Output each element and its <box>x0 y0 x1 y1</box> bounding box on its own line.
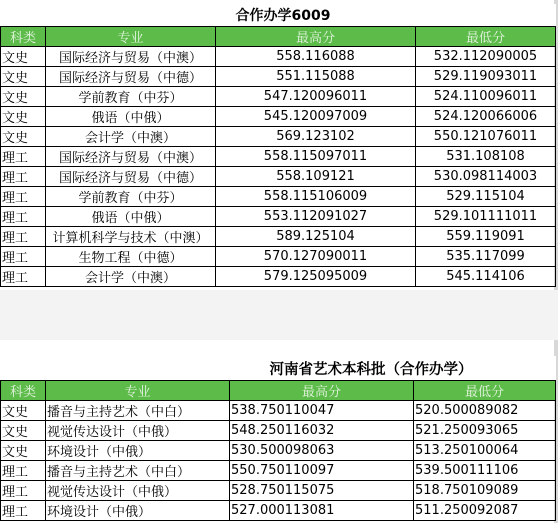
cell-max-score: 527.000113081 <box>230 501 414 521</box>
table-row <box>1 127 556 147</box>
cell-min-score: 550.121076011 <box>416 127 556 147</box>
table-row <box>1 47 556 67</box>
cell-max-score: 579.125095009 <box>216 267 416 287</box>
header-max-score: 最高分 <box>230 381 414 401</box>
cell-category: 文史 <box>1 421 46 441</box>
admission-table-2 <box>0 356 556 521</box>
cell-major: 俄语（中俄） <box>46 207 216 227</box>
cell-category: 文史 <box>1 47 46 67</box>
cell-category: 理工 <box>1 247 46 267</box>
table-row <box>1 227 556 247</box>
table-title: 合作办学6009 <box>216 4 556 27</box>
cell-category: 理工 <box>1 227 46 247</box>
cell-major: 播音与主持艺术（中白） <box>46 461 230 481</box>
cell-min-score: 524.120066006 <box>416 107 556 127</box>
table-header-row <box>1 27 556 47</box>
cell-max-score: 589.125104 <box>216 227 416 247</box>
cell-category: 文史 <box>1 401 46 421</box>
cell-max-score: 530.500098063 <box>230 441 414 461</box>
table-row <box>1 87 556 107</box>
cell-min-score: 535.117099 <box>416 247 556 267</box>
cell-min-score: 513.250100064 <box>414 441 556 461</box>
table-row <box>1 247 556 267</box>
cell-min-score: 518.750109089 <box>414 481 556 501</box>
cell-max-score: 550.750110097 <box>230 461 414 481</box>
cell-category: 文史 <box>1 107 46 127</box>
cell-major: 国际经济与贸易（中澳） <box>46 47 216 67</box>
table-row <box>1 401 556 421</box>
cell-major: 计算机科学与技术（中澳） <box>46 227 216 247</box>
cell-category: 理工 <box>1 501 46 521</box>
table-header-row <box>1 381 556 401</box>
cell-min-score: 530.098114003 <box>416 167 556 187</box>
cell-major: 俄语（中俄） <box>46 107 216 127</box>
cell-max-score: 570.127090011 <box>216 247 416 267</box>
cell-category: 理工 <box>1 481 46 501</box>
table-row <box>1 207 556 227</box>
cell-category: 理工 <box>1 461 46 481</box>
table-row <box>1 67 556 87</box>
cell-max-score: 528.750115075 <box>230 481 414 501</box>
cell-major: 环境设计（中俄） <box>46 441 230 461</box>
cell-min-score: 529.119093011 <box>416 67 556 87</box>
cell-major: 学前教育（中芬） <box>46 187 216 207</box>
cell-max-score: 548.250116032 <box>230 421 414 441</box>
cell-major: 国际经济与贸易（中德） <box>46 167 216 187</box>
cell-max-score: 558.115106009 <box>216 187 416 207</box>
cell-category: 文史 <box>1 87 46 107</box>
header-major: 专业 <box>46 27 216 47</box>
separator-band <box>0 290 558 340</box>
cell-category: 文史 <box>1 127 46 147</box>
cell-max-score: 558.116088 <box>216 47 416 67</box>
cell-major: 国际经济与贸易（中澳） <box>46 147 216 167</box>
table-title-row <box>1 4 556 27</box>
table-title-row <box>1 356 556 381</box>
cell-min-score: 521.250093065 <box>414 421 556 441</box>
cell-category: 文史 <box>1 67 46 87</box>
cell-min-score: 529.101111011 <box>416 207 556 227</box>
cell-min-score: 531.108108 <box>416 147 556 167</box>
header-max-score: 最高分 <box>216 27 416 47</box>
cell-max-score: 547.120096011 <box>216 87 416 107</box>
cell-max-score: 553.112091027 <box>216 207 416 227</box>
header-min-score: 最低分 <box>416 27 556 47</box>
cell-max-score: 545.120097009 <box>216 107 416 127</box>
cell-major: 视觉传达设计（中俄） <box>46 481 230 501</box>
cell-major: 环境设计（中俄） <box>46 501 230 521</box>
cell-major: 学前教育（中芬） <box>46 87 216 107</box>
table-row <box>1 187 556 207</box>
table-row <box>1 501 556 521</box>
table-row <box>1 461 556 481</box>
cell-major: 播音与主持艺术（中白） <box>46 401 230 421</box>
cell-min-score: 532.112090005 <box>416 47 556 67</box>
cell-min-score: 520.500089082 <box>414 401 556 421</box>
cell-category: 理工 <box>1 167 46 187</box>
table-row <box>1 167 556 187</box>
cell-category: 文史 <box>1 441 46 461</box>
cell-min-score: 529.115104 <box>416 187 556 207</box>
cell-major: 国际经济与贸易（中德） <box>46 67 216 87</box>
header-major: 专业 <box>46 381 230 401</box>
score-table <box>0 4 556 287</box>
table-row <box>1 441 556 461</box>
cell-category: 理工 <box>1 267 46 287</box>
table-row <box>1 147 556 167</box>
cell-min-score: 545.114106 <box>416 267 556 287</box>
cell-max-score: 538.750110047 <box>230 401 414 421</box>
cell-max-score: 558.115097011 <box>216 147 416 167</box>
cell-max-score: 551.115088 <box>216 67 416 87</box>
cell-min-score: 511.250092087 <box>414 501 556 521</box>
cell-min-score: 524.110096011 <box>416 87 556 107</box>
cell-major: 生物工程（中德） <box>46 247 216 267</box>
cell-max-score: 558.109121 <box>216 167 416 187</box>
cell-major: 视觉传达设计（中俄） <box>46 421 230 441</box>
cell-major: 会计学（中澳） <box>46 127 216 147</box>
cell-max-score: 569.123102 <box>216 127 416 147</box>
cell-category: 理工 <box>1 187 46 207</box>
header-category: 科类 <box>1 381 46 401</box>
score-table <box>0 356 556 521</box>
header-min-score: 最低分 <box>414 381 556 401</box>
cell-category: 理工 <box>1 147 46 167</box>
cell-min-score: 559.119091 <box>416 227 556 247</box>
cell-min-score: 539.500111106 <box>414 461 556 481</box>
table-title: 河南省艺术本科批（合作办学） <box>230 356 556 381</box>
table-row <box>1 267 556 287</box>
header-category: 科类 <box>1 27 46 47</box>
cell-category: 理工 <box>1 207 46 227</box>
cell-major: 会计学（中澳） <box>46 267 216 287</box>
table-row <box>1 421 556 441</box>
admission-table-1 <box>0 4 556 287</box>
table-row <box>1 107 556 127</box>
table-row <box>1 481 556 501</box>
